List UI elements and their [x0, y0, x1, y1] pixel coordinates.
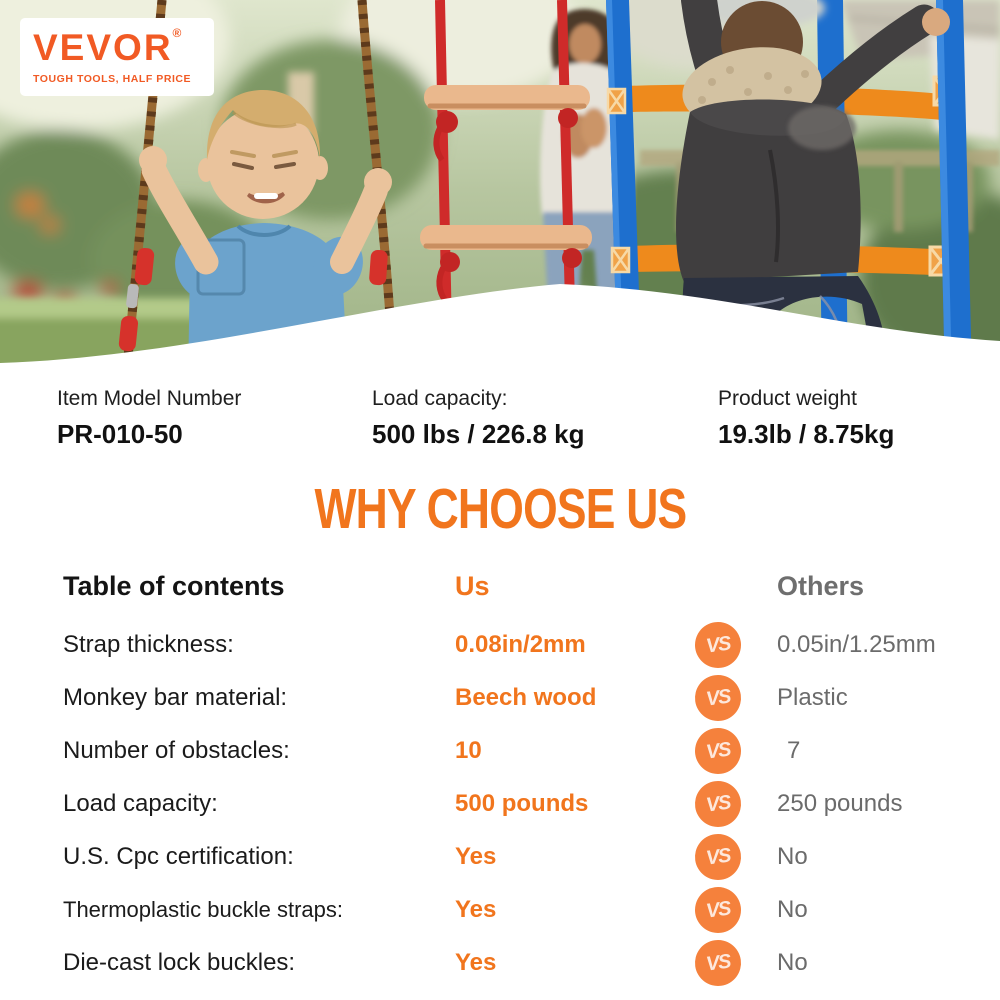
table-row [63, 724, 963, 777]
section-heading-text: WHY CHOOSE US [314, 477, 686, 541]
vs-badge-icon [692, 619, 744, 671]
vs-badge-icon [692, 937, 744, 989]
spec-product-weight [718, 387, 894, 450]
row-us-value: Yes [455, 948, 497, 976]
vs-badge-label: VS [704, 631, 732, 657]
spec-value: PR-010-50 [57, 419, 183, 449]
row-label: Monkey bar material: [63, 683, 288, 711]
vs-badge-icon [692, 884, 744, 936]
column-header-us: Us [455, 570, 490, 601]
spec-label: Item Model Number [57, 387, 242, 410]
section-heading [0, 476, 1000, 542]
row-others-value: No [777, 895, 808, 923]
row-others-value: 250 pounds [777, 789, 903, 817]
vs-badge-icon [692, 725, 744, 777]
row-us-value: Beech wood [455, 683, 597, 711]
row-others-value: No [777, 842, 808, 870]
row-label: Load capacity: [63, 789, 218, 817]
strap-buckle-icon [612, 248, 629, 272]
brand-logo-text: VEVOR® [33, 26, 182, 68]
spec-label: Product weight [718, 387, 857, 410]
hero-photo [0, 0, 1000, 380]
table-row [63, 830, 963, 883]
row-label: U.S. Cpc certification: [63, 842, 294, 870]
table-row [63, 883, 963, 936]
column-header-others: Others [777, 570, 865, 601]
spec-strip [0, 387, 1000, 457]
row-label: Thermoplastic buckle straps: [63, 896, 343, 922]
registered-mark-icon: ® [172, 26, 182, 40]
spec-value: 19.3lb / 8.75kg [718, 419, 895, 449]
spec-load-capacity [372, 387, 584, 450]
brand-tagline: TOUGH TOOLS, HALF PRICE [33, 73, 192, 85]
comparison-header-row [63, 570, 963, 602]
row-us-value: 500 pounds [455, 789, 589, 817]
row-others-value: No [777, 948, 808, 976]
row-label: Number of obstacles: [63, 736, 290, 764]
row-label: Strap thickness: [63, 630, 234, 658]
table-row [63, 618, 963, 671]
vs-badge-label: VS [704, 790, 732, 816]
row-label: Die-cast lock buckles: [63, 948, 296, 976]
brand-logo [20, 18, 214, 96]
row-others-value: 7 [787, 736, 801, 764]
row-others-value: Plastic [777, 683, 848, 711]
row-others-value: 0.05in/1.25mm [777, 630, 936, 658]
spec-value: 500 lbs / 226.8 kg [372, 419, 585, 449]
table-row [63, 777, 963, 830]
comparison-table [63, 570, 963, 989]
row-us-value: 10 [455, 736, 482, 764]
column-header-contents: Table of contents [63, 570, 285, 601]
vs-badge-label: VS [704, 843, 732, 869]
strap-buckle-icon [608, 89, 625, 113]
vs-badge-label: VS [704, 949, 732, 975]
row-us-value: Yes [455, 842, 497, 870]
row-us-value: 0.08in/2mm [455, 630, 586, 658]
table-row [63, 936, 963, 989]
vs-badge-icon [692, 778, 744, 830]
vs-badge-icon [692, 672, 744, 724]
vs-badge-label: VS [704, 684, 732, 710]
table-row [63, 671, 963, 724]
row-us-value: Yes [455, 895, 497, 923]
vs-badge-label: VS [704, 896, 732, 922]
comparison-rows [63, 618, 963, 989]
spec-item-model [57, 387, 241, 450]
vs-badge-icon [692, 831, 744, 883]
vs-badge-label: VS [704, 737, 732, 763]
spec-label: Load capacity: [372, 387, 508, 410]
